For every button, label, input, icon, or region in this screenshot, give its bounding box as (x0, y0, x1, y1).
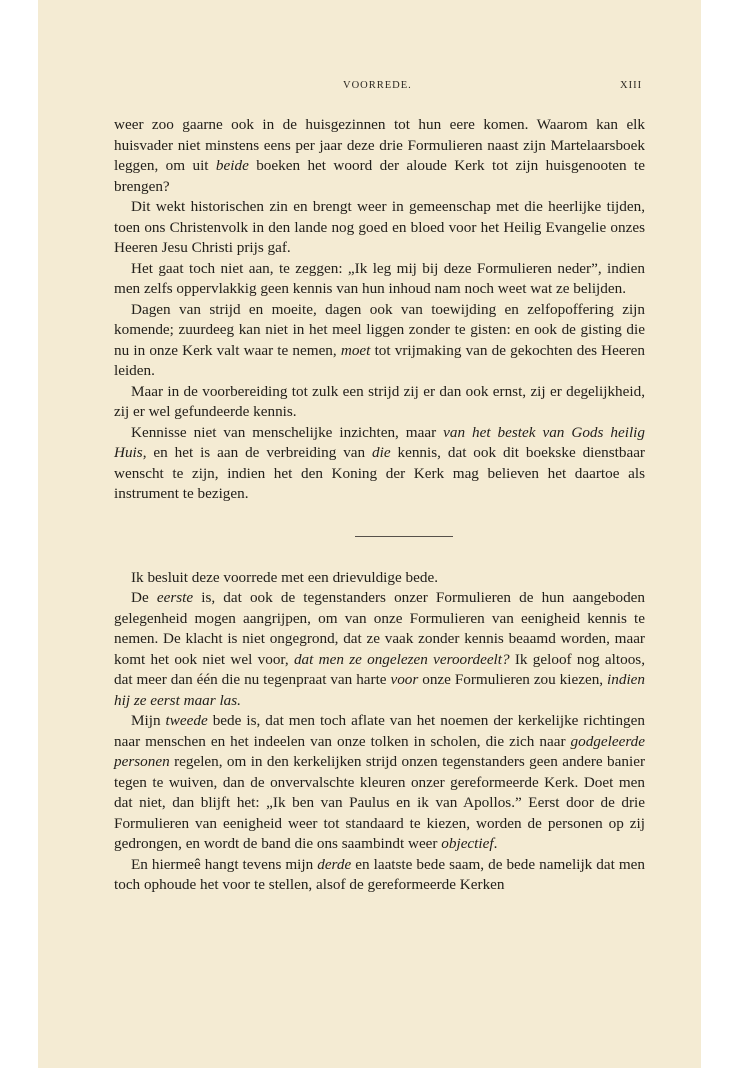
running-header (38, 80, 701, 100)
paragraph (114, 115, 645, 197)
text-run: De (131, 589, 157, 606)
paragraph (114, 382, 645, 423)
paragraph (114, 855, 645, 896)
italic-text: dat men ze ongelezen veroordeelt? (293, 650, 510, 668)
text-run: Maar in de voorbereiding tot zulk een strijd zij er dan ook ernst, zij er degelijkheid, zij er wel gefundeerde kennis. (114, 382, 645, 420)
body-text (114, 115, 645, 896)
section-divider (355, 536, 453, 537)
paragraph (114, 259, 645, 300)
text-run: En hiermeê hangt tevens mijn (131, 855, 318, 873)
italic-text: van het bestek van Gods heilig Huis (114, 423, 645, 461)
text-run: Kennisse niet van menschelijke inzichten, maar (131, 423, 444, 441)
text-run: bede is, dat men toch aflate van het noemen der kerkelijke richtingen naar menschen en het indeelen van onze tolken in scholen, die zich naar (114, 712, 645, 750)
text-run: en laatste bede saam, de bede namelijk dat men toch ophoude het voor te stellen, alsof de gereformeerde Kerken (114, 855, 645, 893)
text-run: boeken het woord der aloude Kerk tot zijn huisgenooten te brengen? (114, 157, 645, 195)
text-run: is, dat ook de tegenstanders onzer Formulieren de hun aangeboden gelegenheid mogen aangrijpen, om van onze Formulieren van eenigheid kennis te nemen. De klacht is niet ongegrond, dat ze vaak zonder kennis beaamd worden, maar komt het ook niet wel voor, (114, 589, 646, 668)
text-run: Dagen van strijd en moeite, dagen ook van toewijding en zelfopoffering zijn komende; zuurdeeg kan niet in het meel liggen zonder te gisten: en ook de gisting die nu in onze Kerk valt waar te nemen, (114, 300, 645, 359)
italic-text: tweede (165, 712, 208, 729)
paragraph (114, 711, 645, 855)
text-run: tot vrijmaking van de gekochten des Heeren leiden. (114, 341, 645, 379)
italic-text: die (372, 444, 391, 461)
italic-text: objectief (441, 835, 494, 852)
text-run: . (493, 835, 498, 852)
text-run: Dit wekt historischen zin en brengt weer in gemeenschap met die heerlijke tijden, toen ons Christenvolk in den lande nog goed en bloed voor het Heilig Evangelie onzes Heeren Jesu Christi prijs gaf. (114, 198, 645, 256)
text-run: Het gaat toch niet aan, te zeggen: „Ik leg mij bij deze Formulieren neder”, indien men zelfs oppervlakkig geen kennis van hun inhoud nam noch weet wat ze belijden. (114, 259, 645, 297)
italic-text: voor (390, 671, 419, 688)
page-number: XIII (620, 80, 643, 91)
paragraph (114, 588, 645, 711)
paragraph (114, 423, 645, 505)
text-run: Ik besluit deze voorrede met een drievuldige bede. (131, 568, 438, 586)
italic-text: derde (317, 855, 352, 873)
text-run: Mijn (131, 712, 166, 729)
book-page (38, 0, 701, 1068)
text-run: weer zoo gaarne ook in de huisgezinnen tot hun eere komen. Waarom kan elk huisvader niet minstens eens per jaar deze drie Formulieren naast zijn Martelaarsboek leggen, om uit (114, 116, 645, 174)
italic-text: moet (340, 341, 371, 359)
italic-text: indien hij ze eerst maar las. (114, 671, 645, 709)
italic-text: eerste (156, 589, 194, 606)
text-run: , en het is aan de verbreiding van (142, 444, 373, 461)
running-title: VOORREDE. (343, 80, 412, 91)
text-run: kennis, dat ook dit boekske dienstbaar wenscht te zijn, indien het den Koning der Kerk mag believen het daartoe als instrument te bezigen. (114, 444, 645, 502)
italic-text: beide (215, 157, 249, 174)
italic-text: godgeleerde personen (114, 732, 645, 770)
paragraph (114, 568, 645, 589)
paragraph (114, 300, 645, 382)
paragraph (114, 197, 645, 259)
text-run: regelen, om in den kerkelijken strijd onzen tegenstanders geen andere banier tegen te wuiven, dan de onvervalschte kleuren onzer gereformeerde Kerk. Doet men dat niet, dan blijft het: „Ik ben van Paulus en ik van Apollos.” Eerst door de drie Formulieren van eenigheid weer tot standaard te kiezen, worden de personen op zij gedrongen, en wordt de band die ons saambindt weer (114, 753, 645, 852)
text-run: Ik geloof nog altoos, dat meer dan één die nu tegenpraat van harte (114, 650, 645, 688)
text-run: onze Formulieren zou kiezen, (418, 671, 608, 688)
